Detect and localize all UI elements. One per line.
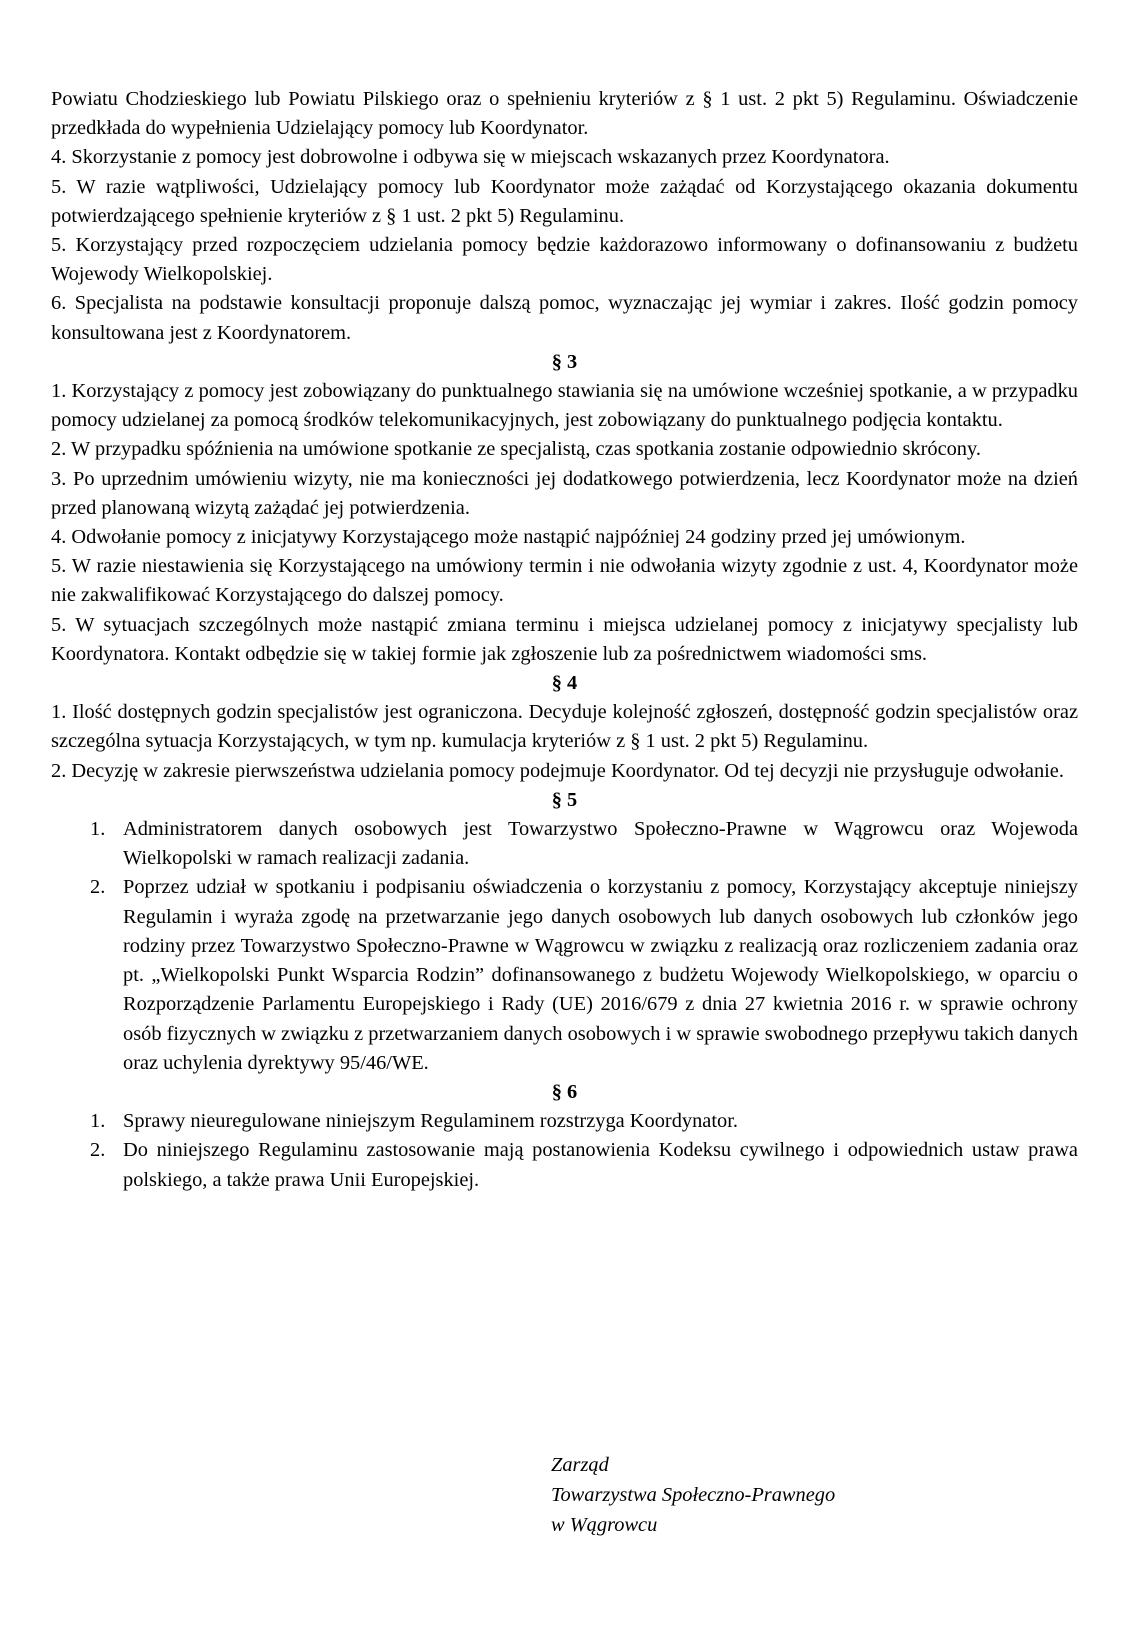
- paragraph-item: 2. W przypadku spóźnienia na umówione spotkanie ze specjalistą, czas spotkania zostanie odpowiednio skrócony.: [51, 438, 981, 461]
- list-item: [51, 1107, 1078, 1136]
- list-text: Poprzez udział w spotkaniu i podpisaniu oświadczenia o korzystaniu z pomocy, Korzystający akceptuje niniejszy Regulamin i wyraża zgodę na przetwarzanie jego danych osobowych lub danych osobowych lub członków jego rodziny przez Towarzystwo Społeczno-Prawne w Wągrowcu w związku z realizacją oraz rozliczeniem zadania oraz pt. „Wielkopolski Punkt Wsparcia Rodzin” dofinansowanego z budżetu Wojewody Wielkopolskiego, w oparciu o Rozporządzenie Parlamentu Europejskiego i Rady (UE) 2016/679 z dnia 27 kwietnia 2016 r. w sprawie ochrony osób fizycznych w związku z przetwarzaniem danych osobowych i w sprawie swobodnego przepływu takich danych oraz uchylenia dyrektywy 95/46/WE.: [123, 876, 1078, 1074]
- section-heading: § 3: [551, 350, 578, 373]
- paragraph-item-5b: 5. Korzystający przed rozpoczęciem udzielania pomocy będzie każdorazowo informowany o dofinansowaniu z budżetu Wojewody Wielkopolskiej.: [51, 234, 1078, 286]
- signature-line-board: Zarząd: [551, 1454, 609, 1476]
- list-number: 1.: [90, 1110, 106, 1133]
- paragraph-item: 5. W sytuacjach szczególnych może nastąpić zmiana terminu i miejsca udzielanej pomocy z inicjatywy specjalisty lub Koordynatora. Kontakt odbędzie się w takiej formie jak zgłoszenie lub za pośrednictwem wiadomości sms.: [51, 613, 1078, 665]
- paragraph-item-4: 4. Skorzystanie z pomocy jest dobrowolne i odbywa się w miejscach wskazanych przez Koordynatora.: [51, 146, 890, 169]
- document-page: [51, 85, 1078, 1195]
- list-text: Do niniejszego Regulaminu zastosowanie mają postanowienia Kodeksu cywilnego i odpowiednich ustaw prawa polskiego, a także prawa Unii Europejskiej.: [123, 1139, 1078, 1191]
- numbered-list: [51, 815, 1078, 1078]
- list-text: Administratorem danych osobowych jest Towarzystwo Społeczno-Prawne w Wągrowcu oraz Wojewoda Wielkopolski w ramach realizacji zadania.: [123, 818, 1078, 870]
- paragraph-item: 4. Odwołanie pomocy z inicjatywy Korzystającego może nastąpić najpóźniej 24 godziny przed jej umówionym.: [51, 526, 966, 549]
- list-item: [51, 815, 1078, 873]
- list-item: [51, 873, 1078, 1077]
- intro-block: [51, 85, 1078, 348]
- section-4: [51, 669, 1078, 786]
- paragraph-item-5a: 5. W razie wątpliwości, Udzielający pomocy lub Koordynator może zażądać od Korzystającego okazania dokumentu potwierdzającego spełnienie kryteriów z § 1 ust. 2 pkt 5) Regulaminu.: [51, 175, 1078, 227]
- signature-line-organization: Towarzystwa Społeczno-Prawnego: [551, 1483, 836, 1506]
- list-item: [51, 1136, 1078, 1194]
- paragraph-item: 1. Ilość dostępnych godzin specjalistów jest ograniczona. Decyduje kolejność zgłoszeń, dostępność godzin specjalistów oraz szczególna sytuacja Korzystających, w tym np. kumulacja kryteriów z § 1 ust. 2 pkt 5) Regulaminu.: [51, 701, 1078, 753]
- paragraph-item: 2. Decyzję w zakresie pierwszeństwa udzielania pomocy podejmuje Koordynator. Od tej decyzji nie przysługuje odwołanie.: [51, 759, 1064, 782]
- paragraph-item: 5. W razie niestawienia się Korzystającego na umówiony termin i nie odwołania wizyty zgodnie z ust. 4, Koordynator może nie zakwalifikować Korzystającego do dalszej pomocy.: [51, 555, 1078, 607]
- paragraph-item-6: 6. Specjalista na podstawie konsultacji proponuje dalszą pomoc, wyznaczając jej wymiar i zakres. Ilość godzin pomocy konsultowana jest z Koordynatorem.: [51, 292, 1078, 344]
- numbered-list: [51, 1107, 1078, 1195]
- section-6: [51, 1078, 1078, 1195]
- section-heading: § 4: [551, 672, 578, 695]
- paragraph-item: 3. Po uprzednim umówieniu wizyty, nie ma konieczności jej dodatkowego potwierdzenia, lecz Koordynator może na dzień przed planowaną wizytą zażądać jej potwierdzenia.: [51, 467, 1078, 519]
- paragraph-continuation: Powiatu Chodzieskiego lub Powiatu Pilskiego oraz o spełnieniu kryteriów z § 1 ust. 2 pkt 5) Regulaminu. Oświadczenie przedkłada do wypełnienia Udzielający pomocy lub Koordynator.: [51, 88, 1078, 140]
- paragraph-item: 1. Korzystający z pomocy jest zobowiązany do punktualnego stawiania się na umówione wcześniej spotkanie, a w przypadku pomocy udzielanej za pomocą środków telekomunikacyjnych, jest zobowiązany do punktualnego podjęcia kontaktu.: [51, 380, 1078, 432]
- signature-block: [551, 1451, 835, 1540]
- section-5: [51, 786, 1078, 1078]
- list-number: 1.: [90, 818, 106, 841]
- section-3: [51, 348, 1078, 669]
- list-text: Sprawy nieuregulowane niniejszym Regulaminem rozstrzyga Koordynator.: [123, 1110, 738, 1133]
- list-number: 2.: [90, 1139, 106, 1162]
- section-heading: § 6: [551, 1080, 578, 1103]
- signature-line-location: w Wągrowcu: [551, 1513, 658, 1536]
- list-number: 2.: [90, 876, 106, 899]
- section-heading: § 5: [551, 788, 578, 811]
